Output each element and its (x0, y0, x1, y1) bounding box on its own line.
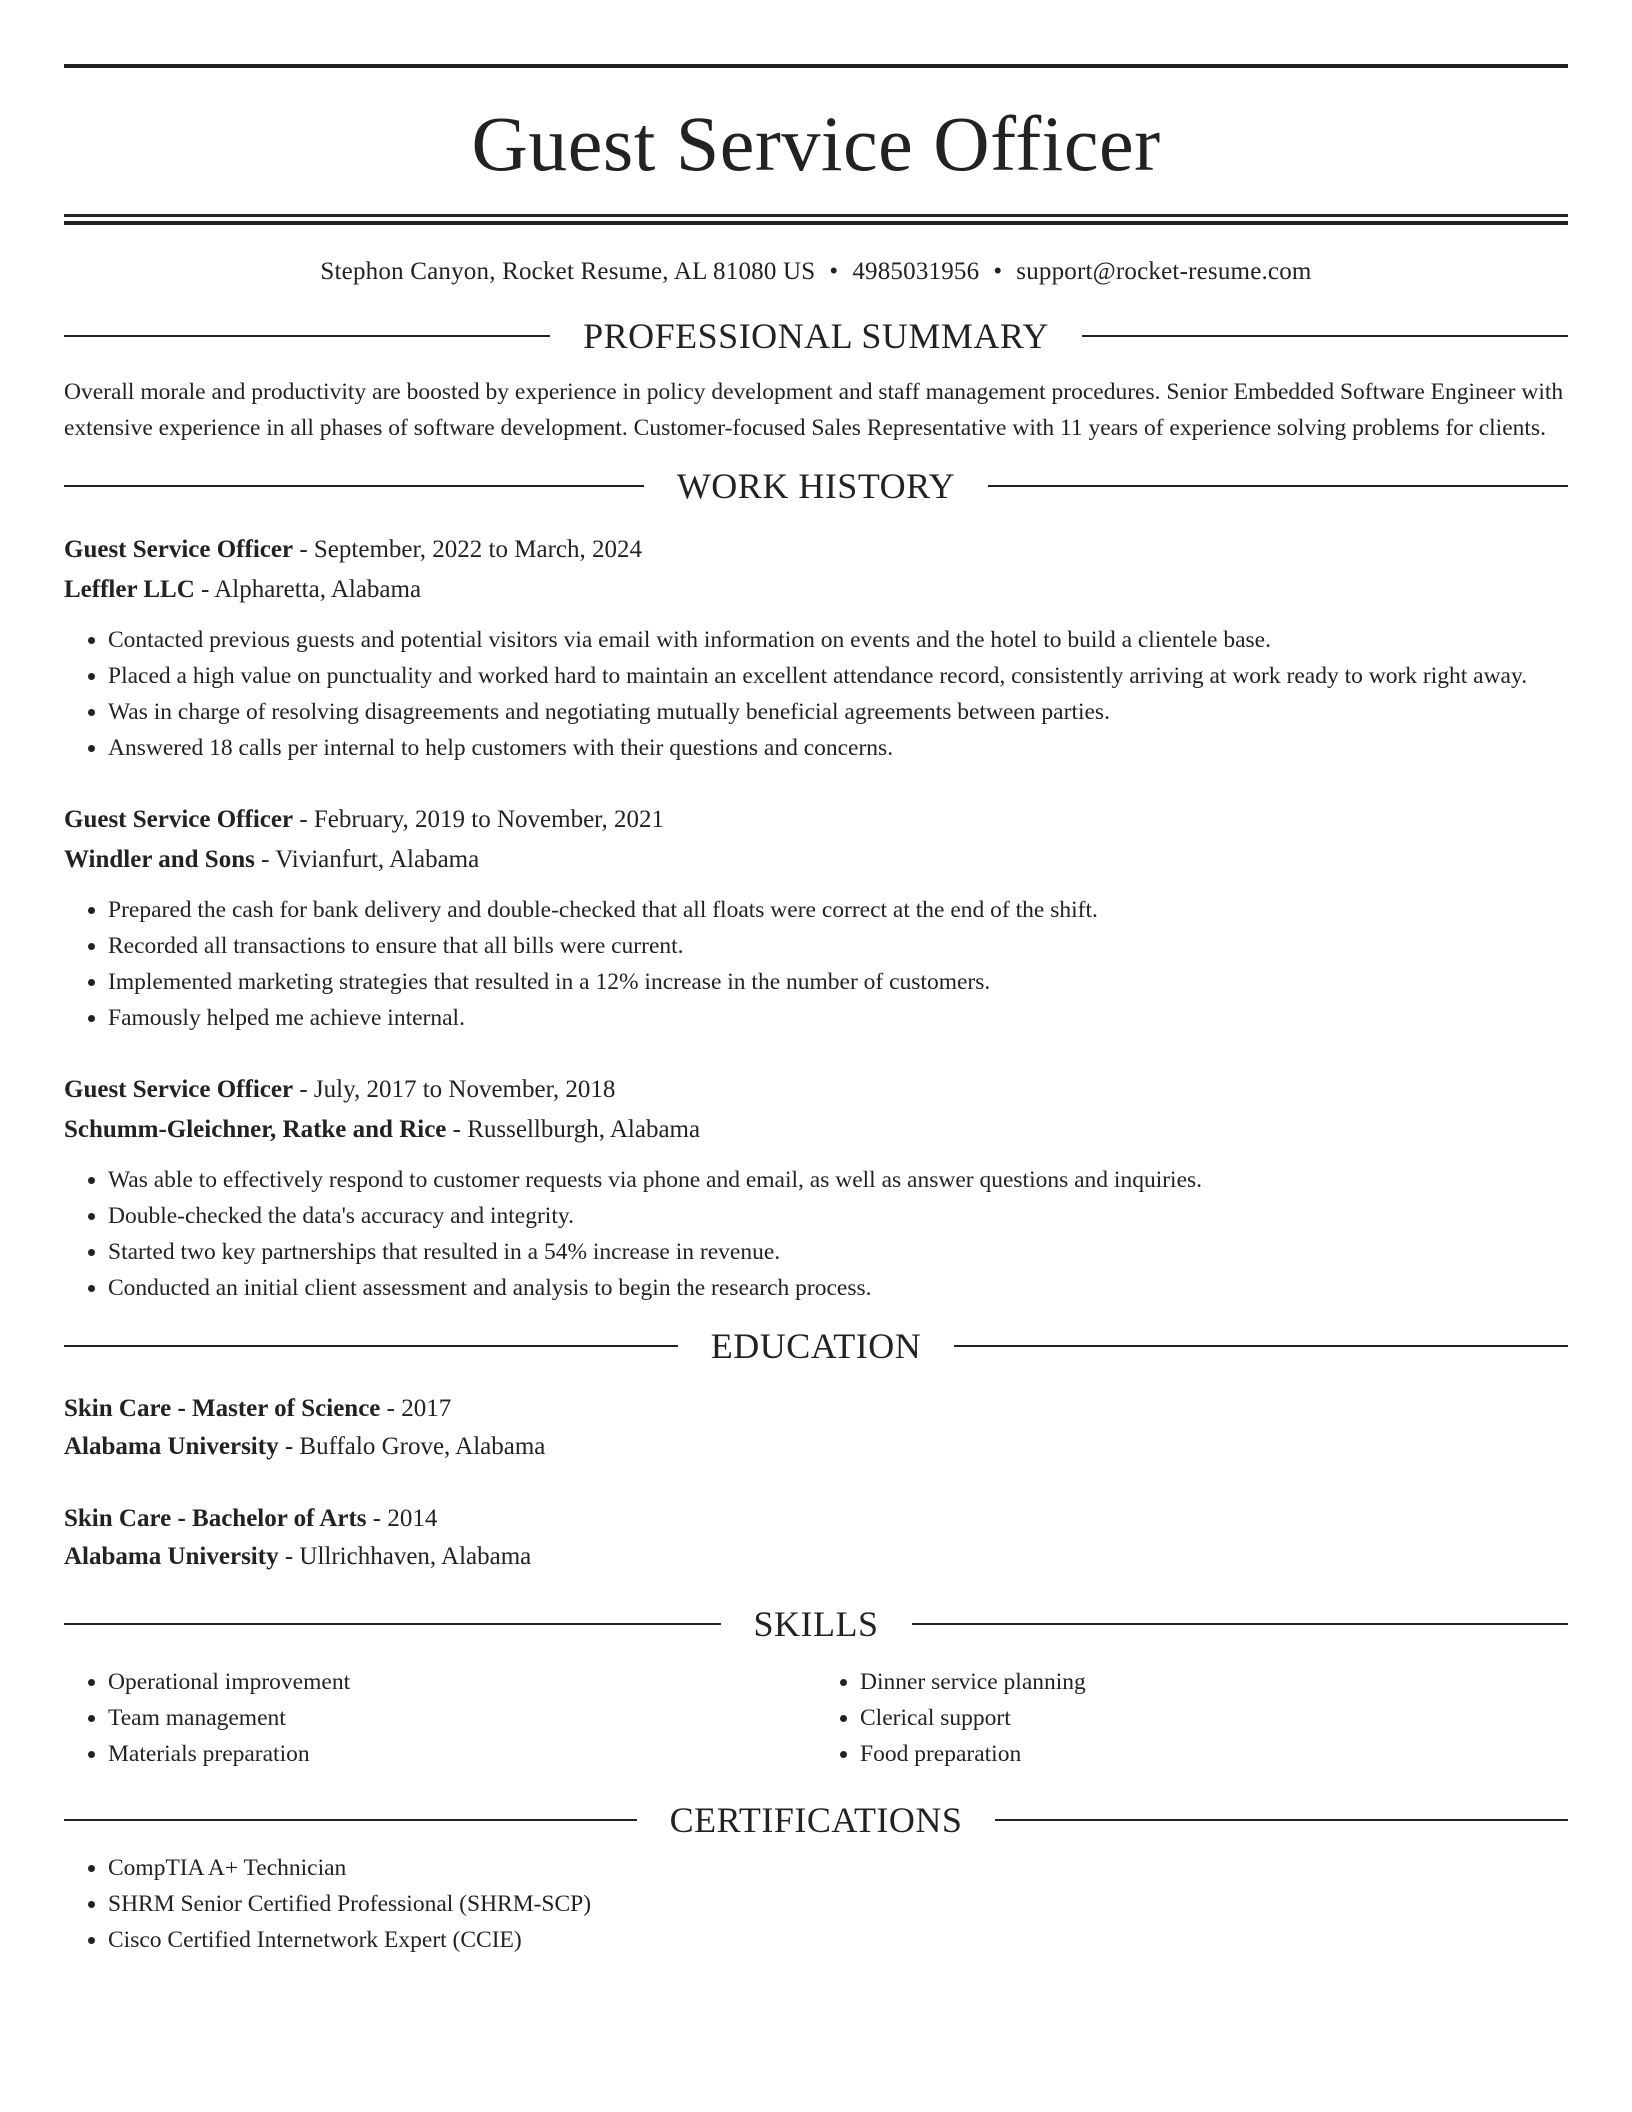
heading-rule (954, 1345, 1568, 1347)
skill-item: • Operational improvement (108, 1664, 816, 1700)
heading-rule (995, 1819, 1568, 1821)
job-company-line (64, 570, 1568, 610)
summary-text: Overall morale and productivity are boosted by experience in policy development and staff management procedures. Senior Embedded Software Engineer with extensive experience in all phases of software development. Customer-focused Sales Representative with 11 years of experience solving problems for clients. (64, 379, 1564, 441)
heading-rule (64, 485, 644, 487)
contact-separator: • (829, 258, 839, 285)
section-title: SKILLS (753, 1604, 879, 1644)
certification-item: • SHRM Senior Certified Professional (SHRM-SCP) (108, 1886, 1568, 1922)
job-bullet: • Was able to effectively respond to customer requests via phone and email, as well as answer questions and inquiries. (108, 1162, 1568, 1198)
job-bullets (64, 1162, 1568, 1306)
education-location: - Ullrichhaven, Alabama (278, 1543, 532, 1570)
section-heading-skills (64, 1606, 1568, 1642)
job-title-line (64, 800, 1568, 840)
skills-list-left (64, 1664, 816, 1772)
education-school-line (64, 1538, 1568, 1576)
contact-separator: • (993, 258, 1003, 285)
skill-item: • Team management (108, 1700, 816, 1736)
job-title: Guest Service Officer (64, 536, 294, 563)
section-title: PROFESSIONAL SUMMARY (583, 316, 1049, 356)
education-year: - 2014 (366, 1505, 438, 1532)
resume-page (64, 64, 1568, 1958)
heading-rule (64, 1345, 678, 1347)
job-dates: - July, 2017 to November, 2018 (293, 1076, 616, 1103)
section-heading-work-history (64, 468, 1568, 504)
education-degree-line (64, 1390, 1568, 1428)
education-degree: Skin Care - Master of Science (64, 1395, 381, 1422)
education-school: Alabama University (64, 1543, 279, 1570)
job-bullets (64, 892, 1568, 1036)
education-degree: Skin Care - Bachelor of Arts (64, 1505, 367, 1532)
heading-rule (1082, 335, 1568, 337)
job-location: - Russellburgh, Alabama (446, 1116, 701, 1143)
certifications-list (64, 1850, 1568, 1958)
certification-item: • CompTIA A+ Technician (108, 1850, 1568, 1886)
heading-rule (912, 1623, 1569, 1625)
job-bullet: • Started two key partnerships that resulted in a 54% increase in revenue. (108, 1234, 1568, 1270)
job-bullets (64, 622, 1568, 766)
skill-item: • Materials preparation (108, 1736, 816, 1772)
job-company-line (64, 1110, 1568, 1150)
job-title-line (64, 1070, 1568, 1110)
job-company-line (64, 840, 1568, 880)
job-company: Schumm-Gleichner, Ratke and Rice (64, 1116, 447, 1143)
job-bullet: • Implemented marketing strategies that resulted in a 12% increase in the number of customers. (108, 964, 1568, 1000)
header-double-rule (64, 214, 1568, 225)
heading-rule (64, 335, 550, 337)
job-bullet: • Recorded all transactions to ensure that all bills were current. (108, 928, 1568, 964)
section-title: CERTIFICATIONS (669, 1800, 963, 1840)
certification-item: • Cisco Certified Internetwork Expert (CCIE) (108, 1922, 1568, 1958)
skills-columns (64, 1664, 1568, 1772)
job-bullet: • Double-checked the data's accuracy and integrity. (108, 1198, 1568, 1234)
job-bullet: • Conducted an initial client assessment and analysis to begin the research process. (108, 1270, 1568, 1306)
education-degree-line (64, 1500, 1568, 1538)
job-bullet: • Answered 18 calls per internal to help customers with their questions and concerns. (108, 730, 1568, 766)
contact-phone[interactable]: 4985031956 (852, 258, 980, 285)
job-bullet: • Prepared the cash for bank delivery and double-checked that all floats were correct at the end of the shift. (108, 892, 1568, 928)
job-title: Guest Service Officer (64, 806, 294, 833)
job-entry (64, 530, 1568, 766)
header-top-rule (64, 64, 1568, 68)
resume-title: Guest Service Officer (471, 100, 1161, 187)
section-title: EDUCATION (710, 1326, 922, 1366)
heading-rule (64, 1623, 721, 1625)
job-location: - Vivianfurt, Alabama (254, 846, 480, 873)
skill-item: • Dinner service planning (860, 1664, 1568, 1700)
job-title-line (64, 530, 1568, 570)
education-entry (64, 1390, 1568, 1466)
education-school-line (64, 1428, 1568, 1466)
section-heading-summary (64, 318, 1568, 354)
section-heading-certifications (64, 1802, 1568, 1838)
education-location: - Buffalo Grove, Alabama (278, 1433, 546, 1460)
job-bullet: • Famously helped me achieve internal. (108, 1000, 1568, 1036)
contact-address: Stephon Canyon, Rocket Resume, AL 81080 US (320, 258, 816, 285)
job-dates: - September, 2022 to March, 2024 (293, 536, 643, 563)
contact-email[interactable]: support@rocket-resume.com (1016, 258, 1312, 285)
job-company: Windler and Sons (64, 846, 255, 873)
heading-rule (988, 485, 1568, 487)
heading-rule (64, 1819, 637, 1821)
job-dates: - February, 2019 to November, 2021 (293, 806, 664, 833)
job-bullet: • Placed a high value on punctuality and worked hard to maintain an excellent attendance record, consistently arriving at work ready to work right away. (108, 658, 1568, 694)
contact-line (64, 259, 1568, 284)
job-company: Leffler LLC (64, 576, 195, 603)
job-bullet: • Was in charge of resolving disagreements and negotiating mutually beneficial agreements between parties. (108, 694, 1568, 730)
skills-list-right (816, 1664, 1568, 1772)
skill-item: • Food preparation (860, 1736, 1568, 1772)
section-title: WORK HISTORY (676, 466, 956, 506)
education-school: Alabama University (64, 1433, 279, 1460)
job-title: Guest Service Officer (64, 1076, 294, 1103)
education-year: - 2017 (380, 1395, 452, 1422)
job-entry (64, 800, 1568, 1036)
education-entry (64, 1500, 1568, 1576)
section-heading-education (64, 1328, 1568, 1364)
job-location: - Alpharetta, Alabama (194, 576, 422, 603)
job-bullet: • Contacted previous guests and potential visitors via email with information on events and the hotel to build a clientele base. (108, 622, 1568, 658)
skill-item: • Clerical support (860, 1700, 1568, 1736)
job-entry (64, 1070, 1568, 1306)
